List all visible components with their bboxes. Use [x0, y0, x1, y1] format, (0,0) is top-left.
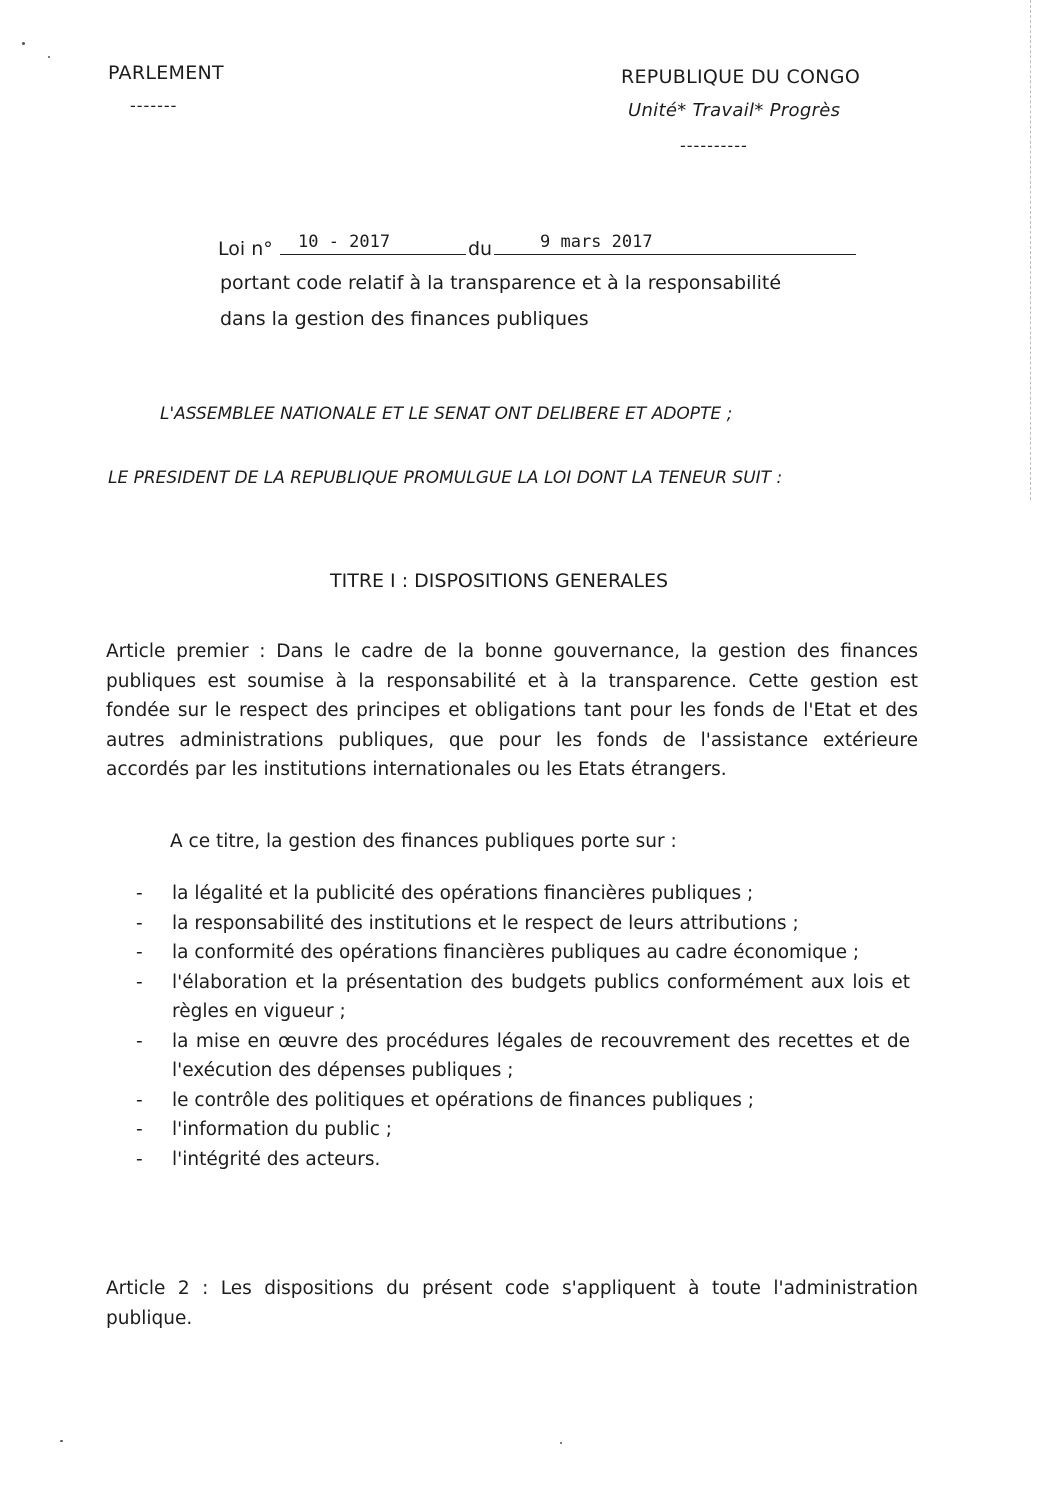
- header-right-title: REPUBLIQUE DU CONGO: [621, 66, 861, 88]
- list-bullet: -: [136, 942, 143, 963]
- list-item-text: la responsabilité des institutions et le respect de leurs attributions ;: [172, 912, 799, 934]
- list-item: [106, 1086, 910, 1116]
- list-item-text: le contrôle des politiques et opérations de finances publiques ;: [172, 1089, 755, 1111]
- header-motto: Unité* Travail* Progrès: [628, 100, 841, 121]
- header-left-rule: -------: [130, 96, 178, 115]
- section-title: TITRE I : DISPOSITIONS GENERALES: [330, 570, 669, 592]
- article-1-intro: A ce titre, la gestion des finances publiques porte sur :: [170, 831, 677, 852]
- list-bullet: -: [136, 971, 143, 993]
- list-item-text: la mise en œuvre des procédures légales de recouvrement des recettes et de l'exécution des dépenses publiques ;: [172, 1030, 910, 1081]
- law-subject-line-1: portant code relatif à la transparence et à la responsabilité: [220, 272, 782, 294]
- article-2-paragraph: [106, 1274, 918, 1333]
- article-1-list: [106, 879, 910, 1174]
- list-item-text: la légalité et la publicité des opérations financières publiques ;: [172, 883, 754, 904]
- header-right-rule: ----------: [680, 136, 748, 155]
- list-item: [106, 1145, 910, 1175]
- article-1-label: Article premier :: [106, 641, 266, 662]
- article-1-text: Dans le cadre de la bonne gouvernance, la gestion des finances publiques est soumise à la responsabilité et à la transparence. Cette gestion est fondée sur le respect des principes et obligations tant pour les fonds de l'Etat et des autres administrations publiques, que pour les fonds de l'assistance extérieure accordés par les institutions internationales ou les Etats étrangers.: [106, 641, 918, 780]
- number-underline: [280, 254, 466, 255]
- list-bullet: -: [136, 1089, 143, 1111]
- list-bullet: -: [136, 1148, 143, 1170]
- header-left-title: PARLEMENT: [108, 62, 224, 84]
- preamble-line-1: L'ASSEMBLEE NATIONALE ET LE SENAT ONT DELIBERE ET ADOPTE ;: [160, 404, 733, 424]
- law-prefix: Loi n°: [218, 238, 273, 260]
- scan-speck: [22, 42, 25, 45]
- law-number-line: [218, 230, 858, 262]
- list-item-text: la conformité des opérations financières publiques au cadre économique ;: [172, 942, 860, 963]
- list-item: [106, 879, 910, 909]
- preamble-line-2: LE PRESIDENT DE LA REPUBLIQUE PROMULGUE LA LOI DONT LA TENEUR SUIT :: [108, 468, 783, 488]
- list-item-text: l'élaboration et la présentation des budgets publics conformément aux lois et règles en vigueur ;: [172, 971, 910, 1022]
- list-bullet: -: [136, 912, 143, 934]
- list-item-text: l'information du public ;: [172, 1119, 393, 1140]
- law-subject-line-2: dans la gestion des finances publiques: [220, 308, 589, 330]
- list-bullet: -: [136, 1119, 143, 1140]
- list-item: [106, 1027, 910, 1086]
- article-2-text: Les dispositions du présent code s'appliquent à toute l'administration publique.: [106, 1278, 918, 1329]
- list-item: [106, 938, 910, 968]
- list-item-text: l'intégrité des acteurs.: [172, 1148, 381, 1170]
- article-1-paragraph: [106, 637, 918, 785]
- law-number: 10 - 2017: [298, 232, 391, 252]
- scan-edge-line: [1030, 0, 1033, 500]
- scan-speck: [560, 1442, 562, 1444]
- list-bullet: -: [136, 1030, 143, 1052]
- list-item: [106, 1115, 910, 1145]
- article-2-label: Article 2 :: [106, 1278, 209, 1299]
- law-date: 9 mars 2017: [540, 232, 653, 252]
- scan-speck: [60, 1440, 63, 1442]
- scan-speck: [48, 56, 50, 58]
- date-underline: [494, 254, 856, 255]
- list-item: [106, 968, 910, 1027]
- list-bullet: -: [136, 883, 143, 904]
- law-du-label: du: [468, 238, 493, 260]
- list-item: [106, 909, 910, 939]
